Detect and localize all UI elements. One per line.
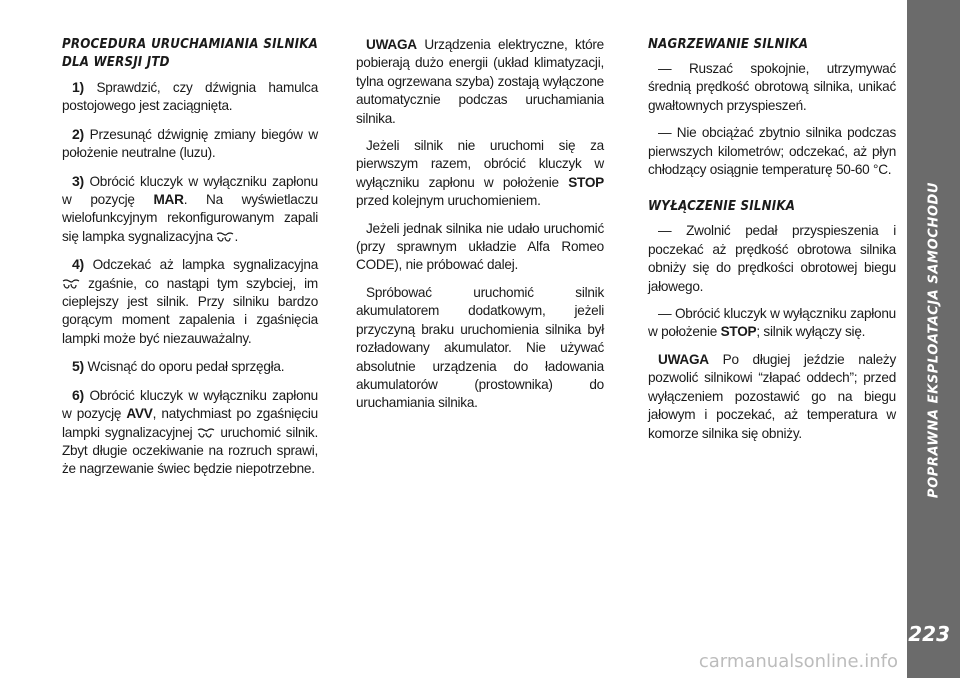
section-heading-shutdown: WYŁĄCZENIE SILNIKA	[648, 199, 796, 215]
step-3: 3) Obrócić kluczyk w wyłączniku zapłonu w pozycję MAR. Na wyświetlaczu wielofunkcyjnym rekonfigurowanym zapali się lampka sygnalizacyjna .	[62, 172, 318, 244]
glow-plug-icon	[197, 428, 215, 438]
key-position-stop: STOP	[568, 174, 604, 190]
watermark: carmanualsonline.info	[698, 651, 898, 672]
page-number: 223	[908, 622, 950, 646]
paragraph: Jeżeli silnik nie uruchomi się za pierwszym razem, obrócić kluczyk w wyłączniku zapłonu w położenie STOP przed kolejnym uruchomieniem.	[356, 138, 604, 209]
column-middle	[356, 36, 604, 422]
note-paragraph: UWAGA Po długiej jeździe należy pozwolić silnikowi “złapać oddech”; przed wyłączeniem pozostawić go na biegu jałowym i poczekać, aż temperatura w komorze silnika się obniży.	[648, 351, 896, 441]
note-paragraph: UWAGA Urządzenia elektryczne, które pobierają dużo energii (układ klimatyzacji, tylna ogrzewana szyba) zostają wyłączone automatycznie podczas uruchamiania silnika.	[356, 37, 604, 126]
chapter-title: POPRAWNA EKSPLOATACJA SAMOCHODU	[926, 181, 941, 499]
column-right	[648, 36, 896, 452]
paragraph: Spróbować uruchomić silnik akumulatorem dodatkowym, jeżeli przyczyną braku uruchomienia silnika był rozładowany akumulator. Nie używać absolutnie urządzenia do ładowania akumulatorów (prostownika) do uruchamiania silnika.	[356, 284, 604, 411]
step-5: 5) Wcisnąć do oporu pedał sprzęgła.	[72, 358, 285, 375]
paragraph: — Ruszać spokojnie, utrzymywać średnią prędkość obrotową silnika, unikać gwałtownych przyspieszeń.	[648, 61, 896, 113]
step-1: 1) Sprawdzić, czy dźwignia hamulca postojowego jest zaciągnięta.	[62, 79, 319, 114]
glow-plug-icon	[62, 279, 80, 289]
section-heading-warmup: NAGRZEWANIE SILNIKA	[648, 37, 809, 52]
column-left	[62, 36, 318, 488]
spacer	[648, 188, 896, 198]
note-label: UWAGA	[658, 351, 709, 367]
step-6: 6) Obrócić kluczyk w wyłączniku zapłonu w pozycję AVV, natychmiast po zgaśnięciu lampki sygnalizacyjnej uruchomić silnik. Zbyt długie oczekiwanie na rozruch sprawi, że nagrzewanie świec będzie niepotrzebne.	[62, 386, 319, 477]
paragraph: Jeżeli jednak silnika nie udało uruchomić (przy sprawnym układzie Alfa Romeo CODE), nie próbować dalej.	[356, 220, 604, 273]
chapter-sidebar	[907, 0, 960, 678]
note-label: UWAGA	[366, 37, 417, 52]
key-position-mar: MAR	[153, 192, 184, 208]
paragraph: — Nie obciążać zbytnio silnika podczas pierwszych kilometrów; odczekać, aż płyn chłodzący osiągnie temperaturę 50-60 °C.	[648, 125, 896, 178]
step-2: 2) Przesunąć dźwignię zmiany biegów w położenie neutralne (luzu).	[62, 125, 318, 161]
key-position-stop: STOP	[720, 324, 757, 340]
section-heading-start-procedure: PROCEDURA URUCHAMIANIA SILNIKA DLA WERSJI JTD	[62, 37, 318, 70]
glow-plug-icon	[216, 232, 234, 242]
key-position-avv: AVV	[126, 406, 153, 422]
paragraph: — Zwolnić pedał przyspieszenia i poczekać aż prędkość obrotowa silnika obniży się do prędkości obrotowej biegu jałowego.	[648, 223, 896, 294]
step-4: 4) Odczekać aż lampka sygnalizacyjna zgaśnie, co nastąpi tym szybciej, im cieplejszy jest silnik. Przy silniku bardzo gorącym moment zapalenia i zgaśnięcia lampki może być niezauważalny.	[62, 256, 319, 346]
paragraph: — Obrócić kluczyk w wyłączniku zapłonu w położenie STOP; silnik wyłączy się.	[648, 306, 896, 340]
